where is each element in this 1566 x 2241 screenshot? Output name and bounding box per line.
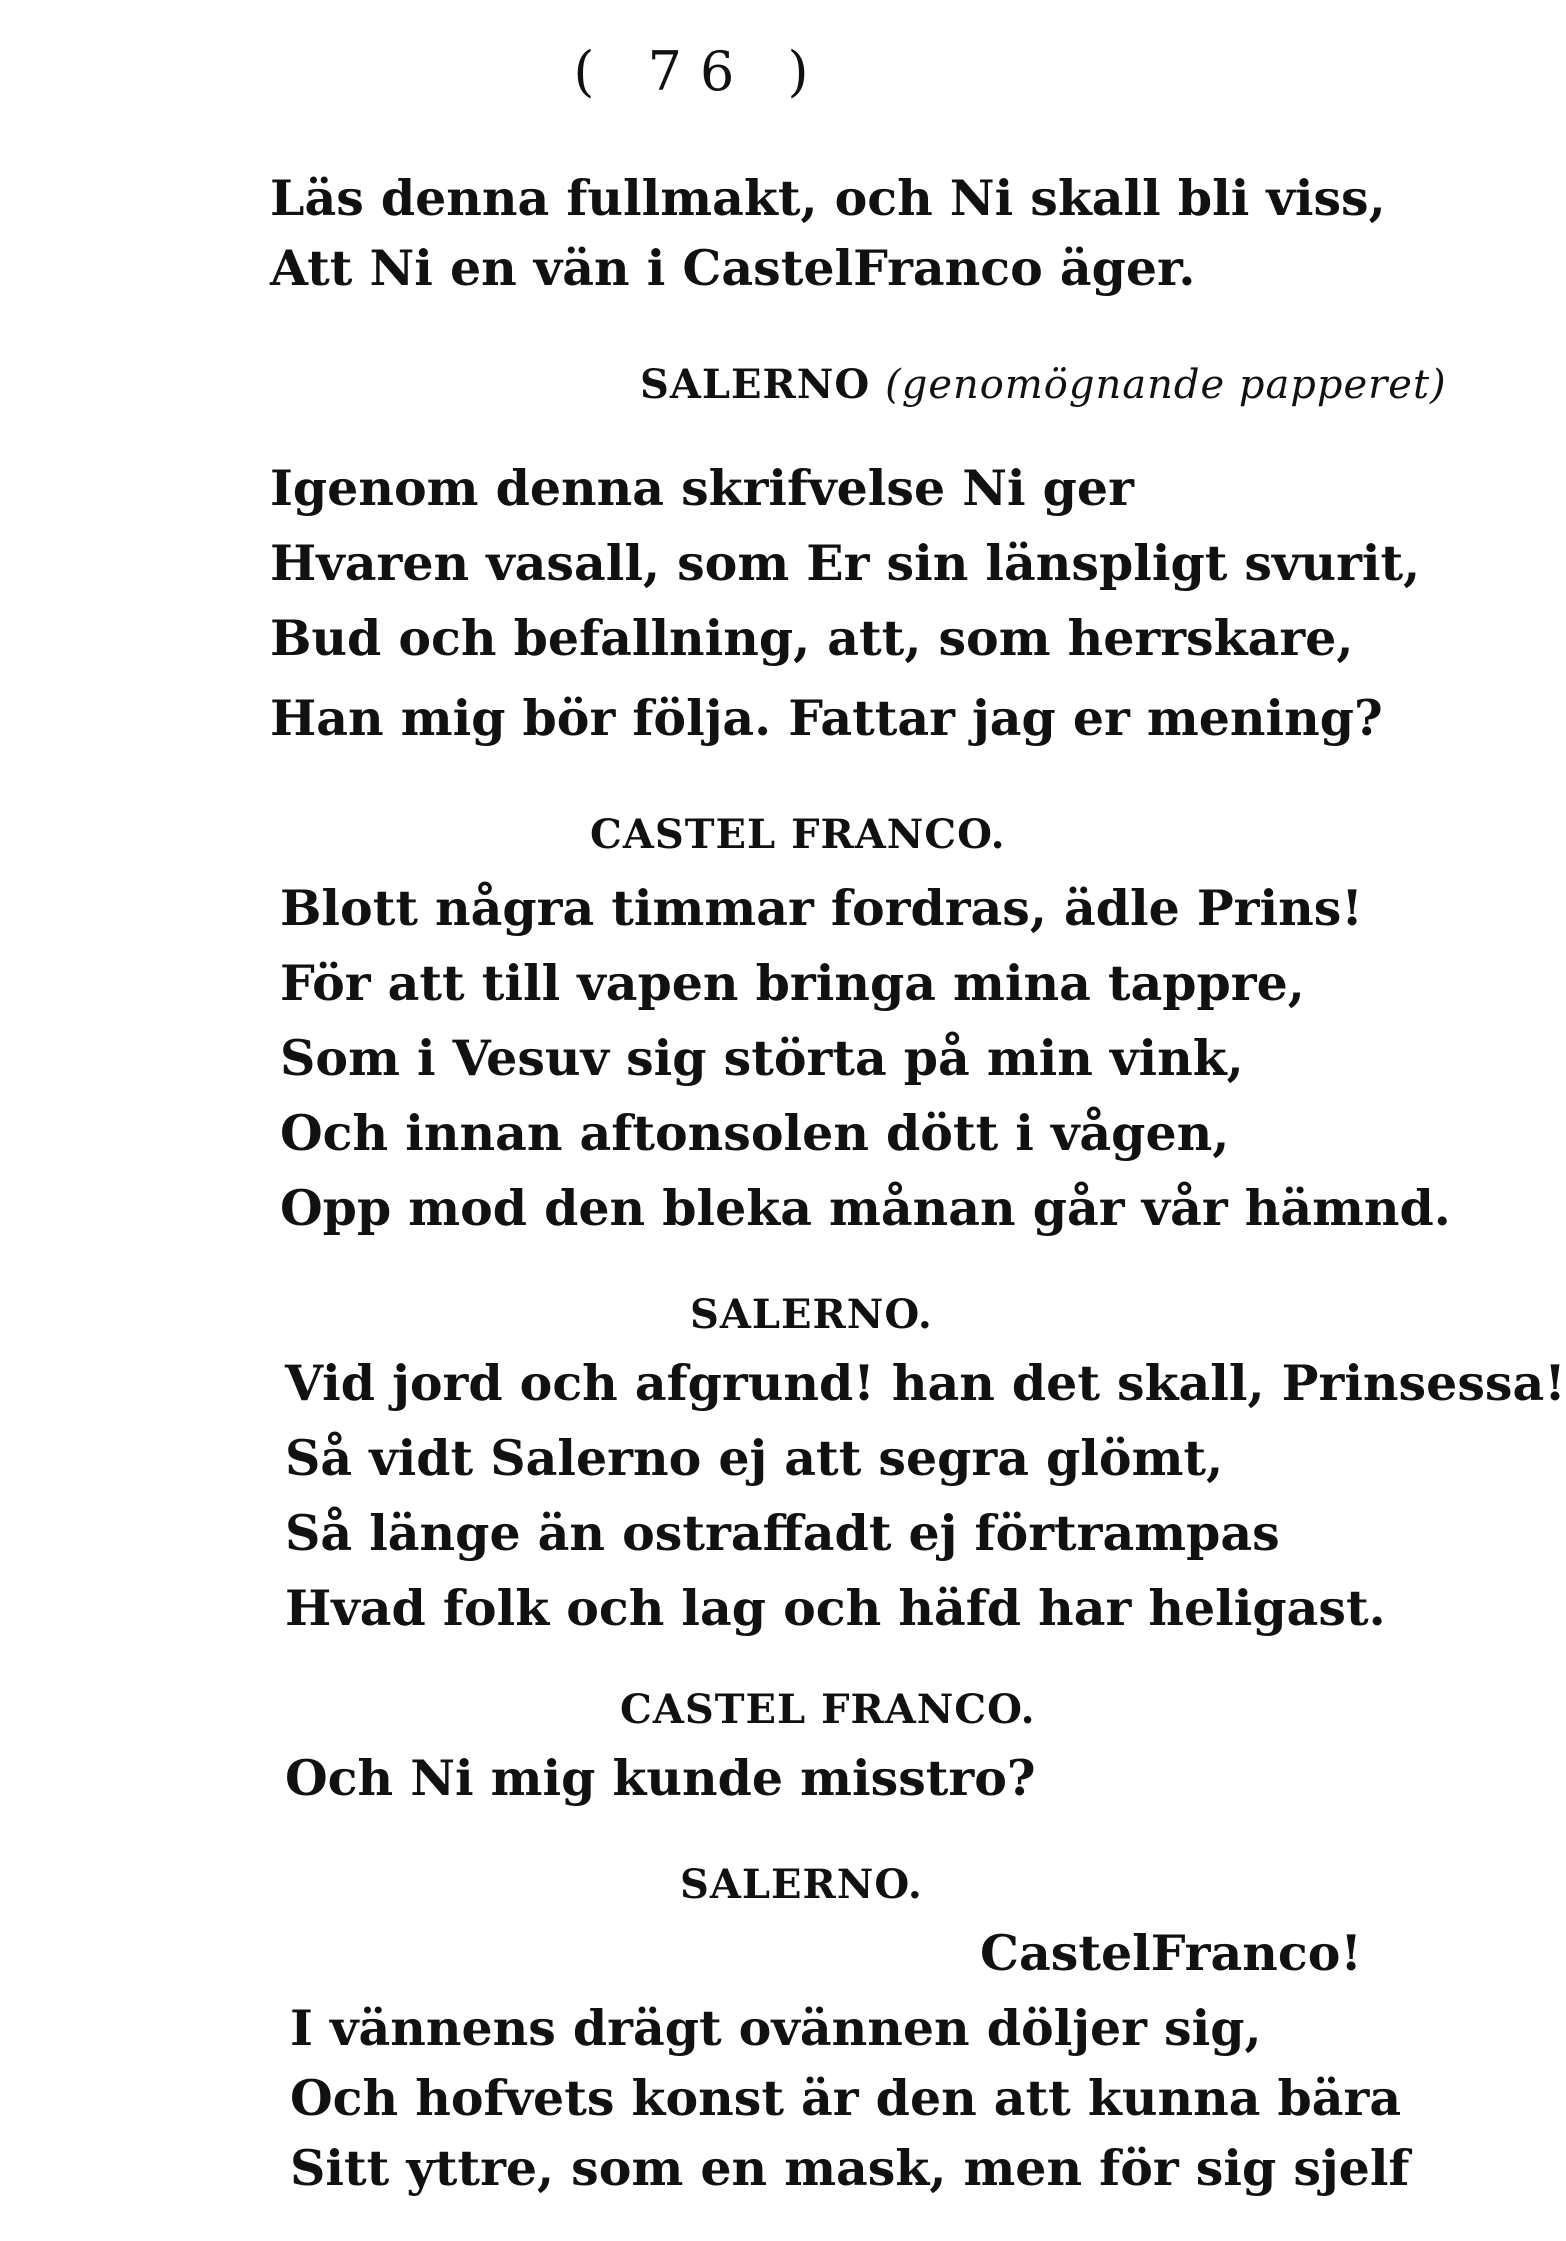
- verse-line: För att till vapen bringa mina tappre,: [280, 954, 1305, 1012]
- verse-line: Som i Vesuv sig störta på min vink,: [280, 1029, 1244, 1087]
- page-number: ( 76 ): [573, 40, 827, 103]
- verse-line: Så länge än ostraffadt ej förtrampas: [285, 1504, 1280, 1562]
- verse-line: I vännens drägt ovännen döljer sig,: [290, 1999, 1262, 2057]
- verse-line: Sitt yttre, som en mask, men för sig sjelf: [290, 2139, 1410, 2197]
- speaker-heading: [640, 360, 1447, 410]
- verse-line: Så vidt Salerno ej att segra glömt,: [285, 1429, 1224, 1487]
- speaker-name: CASTEL FRANCO.: [590, 811, 1006, 858]
- verse-line: Att Ni en vän i CastelFranco äger.: [270, 239, 1196, 297]
- verse-line: Hvad folk och lag och häfd har heligast.: [285, 1579, 1386, 1637]
- speaker-name: SALERNO: [640, 361, 871, 408]
- stage-direction: (genomögnande papperet): [885, 362, 1447, 408]
- speaker-name: SALERNO.: [690, 1291, 933, 1338]
- verse-line: Vid jord och afgrund! han det skall, Prinsessa!: [285, 1354, 1566, 1412]
- verse-line: Och hofvets konst är den att kunna bära: [290, 2069, 1402, 2127]
- verse-line: Han mig bör följa. Fattar jag er mening?: [270, 689, 1383, 747]
- verse-line: Och innan aftonsolen dött i vågen,: [280, 1104, 1230, 1162]
- verse-line: Blott några timmar fordras, ädle Prins!: [280, 879, 1363, 937]
- verse-line: Och Ni mig kunde misstro?: [285, 1749, 1036, 1807]
- verse-line: Läs denna fullmakt, och Ni skall bli viss,: [270, 169, 1386, 227]
- verse-line: Bud och befallning, att, som herrskare,: [270, 609, 1354, 667]
- verse-line: Opp mod den bleka månan går vår hämnd.: [280, 1179, 1451, 1237]
- verse-line: CastelFranco!: [980, 1924, 1362, 1982]
- speaker-name: SALERNO.: [680, 1861, 923, 1908]
- verse-line: Igenom denna skrifvelse Ni ger: [270, 459, 1134, 517]
- speaker-name: CASTEL FRANCO.: [620, 1686, 1036, 1733]
- verse-line: Hvaren vasall, som Er sin länspligt svurit,: [270, 534, 1421, 592]
